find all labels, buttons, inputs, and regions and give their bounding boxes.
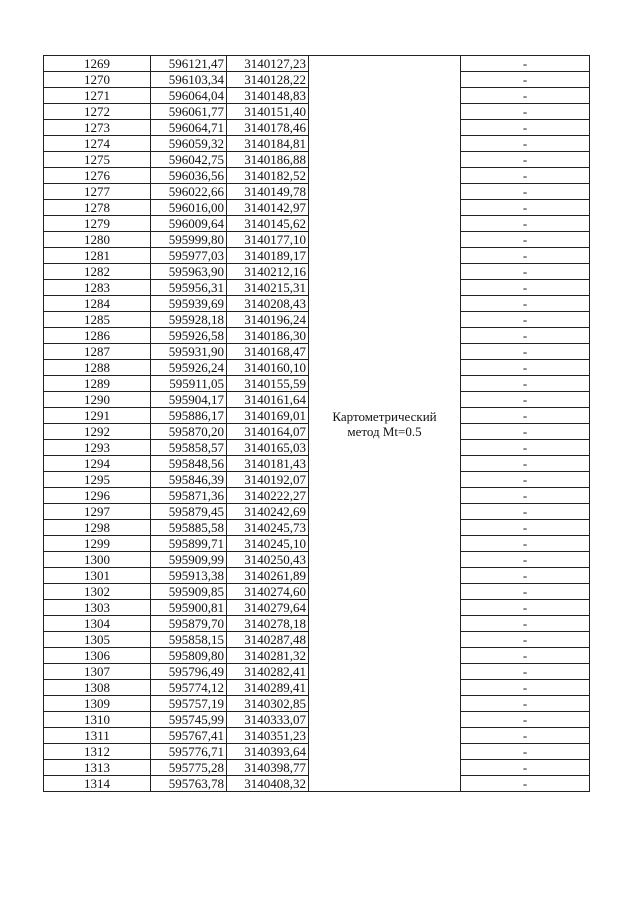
x-coordinate-cell: 595858,15 xyxy=(151,632,227,648)
y-coordinate-cell: 3140333,07 xyxy=(227,712,309,728)
y-coordinate-cell: 3140289,41 xyxy=(227,680,309,696)
y-coordinate-cell: 3140155,59 xyxy=(227,376,309,392)
y-coordinate-cell: 3140142,97 xyxy=(227,200,309,216)
point-number-cell: 1295 xyxy=(44,472,151,488)
accuracy-cell: - xyxy=(461,568,590,584)
point-number-cell: 1298 xyxy=(44,520,151,536)
y-coordinate-cell: 3140149,78 xyxy=(227,184,309,200)
y-coordinate-cell: 3140302,85 xyxy=(227,696,309,712)
x-coordinate-cell: 595757,19 xyxy=(151,696,227,712)
y-coordinate-cell: 3140208,43 xyxy=(227,296,309,312)
point-number-cell: 1277 xyxy=(44,184,151,200)
method-cell xyxy=(309,56,461,792)
x-coordinate-cell: 595931,90 xyxy=(151,344,227,360)
x-coordinate-cell: 595767,41 xyxy=(151,728,227,744)
x-coordinate-cell: 595977,03 xyxy=(151,248,227,264)
accuracy-cell: - xyxy=(461,408,590,424)
point-number-cell: 1280 xyxy=(44,232,151,248)
point-number-cell: 1310 xyxy=(44,712,151,728)
accuracy-cell: - xyxy=(461,744,590,760)
accuracy-cell: - xyxy=(461,728,590,744)
accuracy-cell: - xyxy=(461,520,590,536)
accuracy-cell: - xyxy=(461,56,590,72)
x-coordinate-cell: 595911,05 xyxy=(151,376,227,392)
accuracy-cell: - xyxy=(461,200,590,216)
point-number-cell: 1287 xyxy=(44,344,151,360)
x-coordinate-cell: 596009,64 xyxy=(151,216,227,232)
x-coordinate-cell: 595809,80 xyxy=(151,648,227,664)
x-coordinate-cell: 595774,12 xyxy=(151,680,227,696)
point-number-cell: 1271 xyxy=(44,88,151,104)
point-number-cell: 1290 xyxy=(44,392,151,408)
x-coordinate-cell: 596103,34 xyxy=(151,72,227,88)
accuracy-cell: - xyxy=(461,584,590,600)
point-number-cell: 1288 xyxy=(44,360,151,376)
x-coordinate-cell: 595999,80 xyxy=(151,232,227,248)
point-number-cell: 1305 xyxy=(44,632,151,648)
y-coordinate-cell: 3140169,01 xyxy=(227,408,309,424)
y-coordinate-cell: 3140393,64 xyxy=(227,744,309,760)
x-coordinate-cell: 595871,36 xyxy=(151,488,227,504)
y-coordinate-cell: 3140192,07 xyxy=(227,472,309,488)
y-coordinate-cell: 3140282,41 xyxy=(227,664,309,680)
method-label-line2: метод Mt=0.5 xyxy=(347,423,422,439)
y-coordinate-cell: 3140279,64 xyxy=(227,600,309,616)
x-coordinate-cell: 596121,47 xyxy=(151,56,227,72)
x-coordinate-cell: 595956,31 xyxy=(151,280,227,296)
x-coordinate-cell: 595926,24 xyxy=(151,360,227,376)
y-coordinate-cell: 3140182,52 xyxy=(227,168,309,184)
point-number-cell: 1306 xyxy=(44,648,151,664)
y-coordinate-cell: 3140164,07 xyxy=(227,424,309,440)
y-coordinate-cell: 3140278,18 xyxy=(227,616,309,632)
coordinates-table xyxy=(43,55,590,792)
method-label-line1: Картометрический xyxy=(332,408,437,424)
accuracy-cell: - xyxy=(461,248,590,264)
point-number-cell: 1289 xyxy=(44,376,151,392)
x-coordinate-cell: 595846,39 xyxy=(151,472,227,488)
point-number-cell: 1270 xyxy=(44,72,151,88)
point-number-cell: 1303 xyxy=(44,600,151,616)
accuracy-cell: - xyxy=(461,328,590,344)
x-coordinate-cell: 596064,04 xyxy=(151,88,227,104)
point-number-cell: 1296 xyxy=(44,488,151,504)
y-coordinate-cell: 3140274,60 xyxy=(227,584,309,600)
accuracy-cell: - xyxy=(461,344,590,360)
y-coordinate-cell: 3140189,17 xyxy=(227,248,309,264)
accuracy-cell: - xyxy=(461,120,590,136)
x-coordinate-cell: 595886,17 xyxy=(151,408,227,424)
point-number-cell: 1272 xyxy=(44,104,151,120)
point-number-cell: 1292 xyxy=(44,424,151,440)
point-number-cell: 1278 xyxy=(44,200,151,216)
x-coordinate-cell: 595858,57 xyxy=(151,440,227,456)
point-number-cell: 1285 xyxy=(44,312,151,328)
x-coordinate-cell: 595939,69 xyxy=(151,296,227,312)
x-coordinate-cell: 595928,18 xyxy=(151,312,227,328)
point-number-cell: 1300 xyxy=(44,552,151,568)
y-coordinate-cell: 3140161,64 xyxy=(227,392,309,408)
y-coordinate-cell: 3140181,43 xyxy=(227,456,309,472)
x-coordinate-cell: 595848,56 xyxy=(151,456,227,472)
y-coordinate-cell: 3140127,23 xyxy=(227,56,309,72)
y-coordinate-cell: 3140281,32 xyxy=(227,648,309,664)
point-number-cell: 1274 xyxy=(44,136,151,152)
coordinates-table-body xyxy=(44,56,590,792)
accuracy-cell: - xyxy=(461,696,590,712)
accuracy-cell: - xyxy=(461,280,590,296)
point-number-cell: 1299 xyxy=(44,536,151,552)
accuracy-cell: - xyxy=(461,472,590,488)
x-coordinate-cell: 596042,75 xyxy=(151,152,227,168)
accuracy-cell: - xyxy=(461,552,590,568)
accuracy-cell: - xyxy=(461,680,590,696)
y-coordinate-cell: 3140148,83 xyxy=(227,88,309,104)
x-coordinate-cell: 595899,71 xyxy=(151,536,227,552)
point-number-cell: 1284 xyxy=(44,296,151,312)
accuracy-cell: - xyxy=(461,424,590,440)
point-number-cell: 1304 xyxy=(44,616,151,632)
y-coordinate-cell: 3140178,46 xyxy=(227,120,309,136)
accuracy-cell: - xyxy=(461,712,590,728)
y-coordinate-cell: 3140261,89 xyxy=(227,568,309,584)
x-coordinate-cell: 596016,00 xyxy=(151,200,227,216)
accuracy-cell: - xyxy=(461,488,590,504)
accuracy-cell: - xyxy=(461,776,590,792)
y-coordinate-cell: 3140160,10 xyxy=(227,360,309,376)
accuracy-cell: - xyxy=(461,136,590,152)
y-coordinate-cell: 3140196,24 xyxy=(227,312,309,328)
x-coordinate-cell: 595776,71 xyxy=(151,744,227,760)
accuracy-cell: - xyxy=(461,648,590,664)
point-number-cell: 1269 xyxy=(44,56,151,72)
point-number-cell: 1286 xyxy=(44,328,151,344)
point-number-cell: 1309 xyxy=(44,696,151,712)
point-number-cell: 1283 xyxy=(44,280,151,296)
x-coordinate-cell: 595796,49 xyxy=(151,664,227,680)
y-coordinate-cell: 3140287,48 xyxy=(227,632,309,648)
accuracy-cell: - xyxy=(461,616,590,632)
y-coordinate-cell: 3140184,81 xyxy=(227,136,309,152)
accuracy-cell: - xyxy=(461,440,590,456)
accuracy-cell: - xyxy=(461,536,590,552)
accuracy-cell: - xyxy=(461,664,590,680)
accuracy-cell: - xyxy=(461,184,590,200)
x-coordinate-cell: 595885,58 xyxy=(151,520,227,536)
y-coordinate-cell: 3140165,03 xyxy=(227,440,309,456)
x-coordinate-cell: 595879,45 xyxy=(151,504,227,520)
x-coordinate-cell: 595763,78 xyxy=(151,776,227,792)
y-coordinate-cell: 3140408,32 xyxy=(227,776,309,792)
point-number-cell: 1311 xyxy=(44,728,151,744)
x-coordinate-cell: 595909,85 xyxy=(151,584,227,600)
y-coordinate-cell: 3140168,47 xyxy=(227,344,309,360)
x-coordinate-cell: 596036,56 xyxy=(151,168,227,184)
x-coordinate-cell: 596022,66 xyxy=(151,184,227,200)
point-number-cell: 1279 xyxy=(44,216,151,232)
x-coordinate-cell: 595900,81 xyxy=(151,600,227,616)
x-coordinate-cell: 596061,77 xyxy=(151,104,227,120)
point-number-cell: 1314 xyxy=(44,776,151,792)
table-row xyxy=(44,56,590,72)
point-number-cell: 1281 xyxy=(44,248,151,264)
y-coordinate-cell: 3140177,10 xyxy=(227,232,309,248)
accuracy-cell: - xyxy=(461,456,590,472)
y-coordinate-cell: 3140351,23 xyxy=(227,728,309,744)
y-coordinate-cell: 3140186,88 xyxy=(227,152,309,168)
y-coordinate-cell: 3140242,69 xyxy=(227,504,309,520)
accuracy-cell: - xyxy=(461,88,590,104)
accuracy-cell: - xyxy=(461,104,590,120)
accuracy-cell: - xyxy=(461,632,590,648)
accuracy-cell: - xyxy=(461,600,590,616)
x-coordinate-cell: 595909,99 xyxy=(151,552,227,568)
point-number-cell: 1276 xyxy=(44,168,151,184)
y-coordinate-cell: 3140245,10 xyxy=(227,536,309,552)
point-number-cell: 1308 xyxy=(44,680,151,696)
x-coordinate-cell: 595904,17 xyxy=(151,392,227,408)
accuracy-cell: - xyxy=(461,264,590,280)
point-number-cell: 1294 xyxy=(44,456,151,472)
accuracy-cell: - xyxy=(461,376,590,392)
x-coordinate-cell: 595745,99 xyxy=(151,712,227,728)
y-coordinate-cell: 3140128,22 xyxy=(227,72,309,88)
accuracy-cell: - xyxy=(461,392,590,408)
point-number-cell: 1312 xyxy=(44,744,151,760)
y-coordinate-cell: 3140186,30 xyxy=(227,328,309,344)
accuracy-cell: - xyxy=(461,168,590,184)
point-number-cell: 1302 xyxy=(44,584,151,600)
point-number-cell: 1282 xyxy=(44,264,151,280)
y-coordinate-cell: 3140151,40 xyxy=(227,104,309,120)
accuracy-cell: - xyxy=(461,216,590,232)
x-coordinate-cell: 596064,71 xyxy=(151,120,227,136)
accuracy-cell: - xyxy=(461,232,590,248)
point-number-cell: 1297 xyxy=(44,504,151,520)
accuracy-cell: - xyxy=(461,360,590,376)
point-number-cell: 1273 xyxy=(44,120,151,136)
y-coordinate-cell: 3140398,77 xyxy=(227,760,309,776)
x-coordinate-cell: 595926,58 xyxy=(151,328,227,344)
point-number-cell: 1313 xyxy=(44,760,151,776)
point-number-cell: 1293 xyxy=(44,440,151,456)
point-number-cell: 1275 xyxy=(44,152,151,168)
point-number-cell: 1301 xyxy=(44,568,151,584)
y-coordinate-cell: 3140222,27 xyxy=(227,488,309,504)
y-coordinate-cell: 3140145,62 xyxy=(227,216,309,232)
y-coordinate-cell: 3140245,73 xyxy=(227,520,309,536)
x-coordinate-cell: 595870,20 xyxy=(151,424,227,440)
point-number-cell: 1291 xyxy=(44,408,151,424)
accuracy-cell: - xyxy=(461,152,590,168)
x-coordinate-cell: 596059,32 xyxy=(151,136,227,152)
y-coordinate-cell: 3140215,31 xyxy=(227,280,309,296)
x-coordinate-cell: 595963,90 xyxy=(151,264,227,280)
point-number-cell: 1307 xyxy=(44,664,151,680)
accuracy-cell: - xyxy=(461,312,590,328)
x-coordinate-cell: 595913,38 xyxy=(151,568,227,584)
accuracy-cell: - xyxy=(461,72,590,88)
x-coordinate-cell: 595775,28 xyxy=(151,760,227,776)
accuracy-cell: - xyxy=(461,760,590,776)
accuracy-cell: - xyxy=(461,504,590,520)
accuracy-cell: - xyxy=(461,296,590,312)
y-coordinate-cell: 3140212,16 xyxy=(227,264,309,280)
x-coordinate-cell: 595879,70 xyxy=(151,616,227,632)
y-coordinate-cell: 3140250,43 xyxy=(227,552,309,568)
